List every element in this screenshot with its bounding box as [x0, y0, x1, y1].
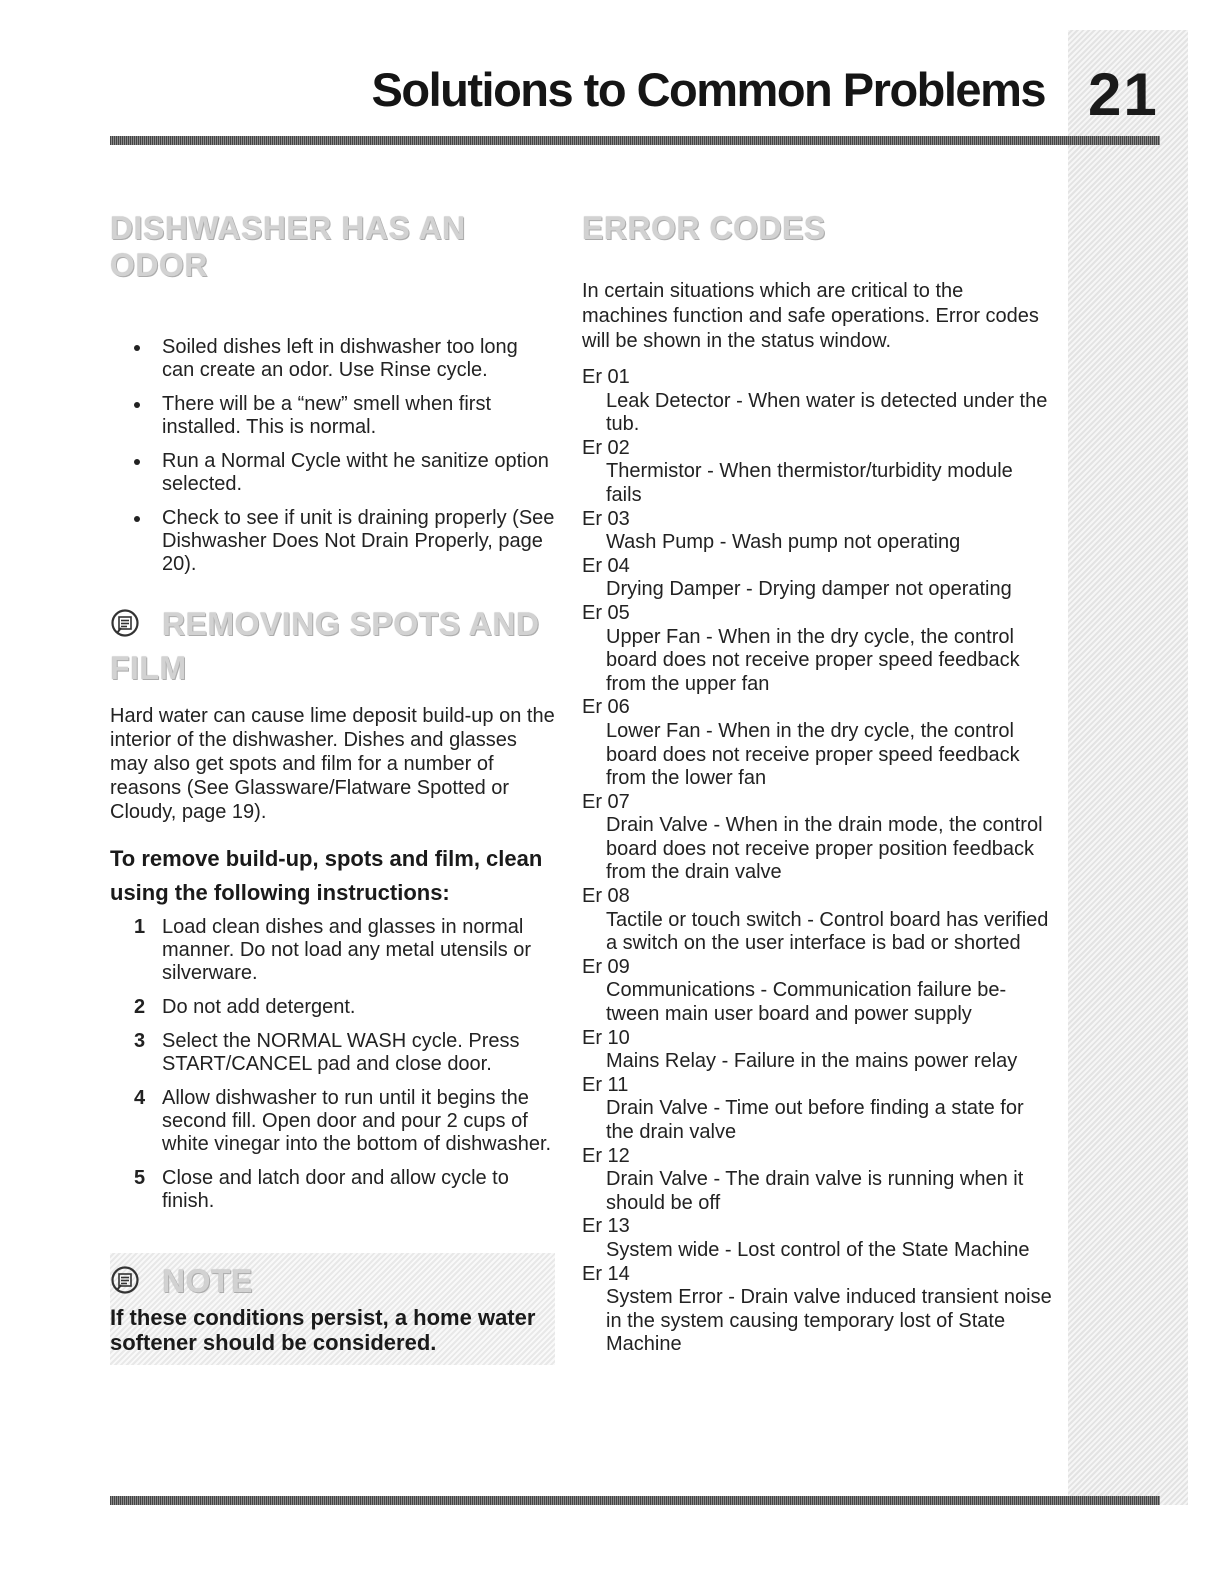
- list-item: There will be a “new” smell when first installed. This is normal.: [110, 393, 555, 439]
- page-number: 21: [1088, 61, 1159, 128]
- list-item: Soiled dishes left in dishwasher too long can create an odor. Use Rinse cycle.: [110, 336, 555, 382]
- error-code: Er 11: [582, 1073, 629, 1096]
- error-code: Er 08: [582, 885, 630, 908]
- error-codes-intro: In certain situations which are critical to the machines function and safe operations. Error codes will be shown in the status window.: [582, 280, 1039, 352]
- list-item: 3 Select the NORMAL WASH cycle. Press START/CANCEL pad and close door.: [134, 1030, 520, 1075]
- error-description: Drain Valve - The drain valve is running when it should be off: [606, 1168, 1024, 1214]
- list-item: 4 Allow dishwasher to run until it begins the second fill. Open door and pour 2 cups of white vinegar into the bottom of dishwasher.: [134, 1087, 552, 1155]
- error-description: Mains Relay - Failure in the mains power relay: [606, 1050, 1018, 1073]
- header-rule: [110, 136, 1160, 145]
- error-description: Drying Damper - Drying damper not operating: [606, 578, 1012, 601]
- list-item: 2 Do not add detergent.: [134, 996, 356, 1018]
- bullet-icon: [134, 516, 140, 522]
- error-code-list: [582, 366, 1052, 1357]
- error-description: Thermistor - When thermistor/turbidity module fails: [606, 460, 1013, 506]
- spots-intro: Hard water can cause lime deposit build-up on the interior of the dishwasher. Dishes and glasses may also get spots and film for a number of reasons (See Glassware/Flatware Spotted or Cloudy, page 19).: [110, 705, 555, 823]
- spots-subheading: To remove build-up, spots and film, clean using the following instructions:: [110, 846, 543, 905]
- error-description: Communications - Communication failure be-tween main user board and power supply: [606, 979, 1007, 1026]
- error-code: Er 05: [582, 601, 630, 624]
- error-code: Er 13: [582, 1215, 630, 1238]
- right-column: [582, 210, 1052, 1357]
- error-description: Wash Pump - Wash pump not operating: [606, 531, 961, 554]
- error-code: Er 01: [582, 366, 630, 388]
- error-code: Er 10: [582, 1026, 630, 1049]
- note-heading: NOTE: [110, 1261, 555, 1301]
- spots-steps: [110, 916, 555, 1213]
- left-column: [110, 210, 555, 1365]
- error-description: Tactile or touch switch - Control board has verified a switch on the user interface is bad or shorted: [606, 908, 1049, 955]
- note-icon: [110, 608, 140, 638]
- bullet-icon: [134, 345, 140, 351]
- footer-rule: [110, 1496, 1160, 1505]
- error-description: Drain Valve - Time out before finding a state for the drain valve: [606, 1097, 1024, 1143]
- note-text: If these conditions persist, a home water softener should be considered.: [110, 1305, 536, 1355]
- note-icon: [110, 1265, 140, 1295]
- error-code: Er 02: [582, 436, 630, 459]
- error-code: Er 04: [582, 554, 630, 577]
- odor-list: [110, 336, 555, 576]
- error-description: Drain Valve - When in the drain mode, the control board does not receive proper position feedback from the drain valve: [606, 814, 1043, 884]
- side-tab-decoration: [1068, 30, 1188, 1505]
- spots-heading: REMOVING SPOTS AND FILM: [110, 606, 540, 686]
- error-description: Leak Detector - When water is detected under the tub.: [606, 389, 1048, 436]
- page-title: Solutions to Common Problems: [371, 63, 1045, 116]
- bullet-icon: [134, 459, 140, 465]
- error-code: Er 06: [582, 696, 630, 719]
- error-code: Er 03: [582, 507, 630, 530]
- list-item: Run a Normal Cycle witht he sanitize option selected.: [110, 450, 555, 496]
- error-codes-heading: ERROR CODES: [582, 210, 826, 246]
- list-item: 5 Close and latch door and allow cycle to finish.: [134, 1167, 509, 1212]
- error-description: System wide - Lost control of the State Machine: [606, 1238, 1030, 1261]
- bullet-icon: [134, 402, 140, 408]
- list-item: 1 Load clean dishes and glasses in normal manner. Do not load any metal utensils or silverware.: [134, 916, 532, 984]
- error-code: Er 12: [582, 1144, 630, 1167]
- note-box: [110, 1253, 555, 1365]
- error-code: Er 14: [582, 1262, 630, 1285]
- error-description: Lower Fan - When in the dry cycle, the control board does not receive proper speed feedback from the lower fan: [606, 719, 1020, 790]
- error-description: System Error - Drain valve induced transient noise in the system causing temporary lost of State Machine: [606, 1286, 1052, 1356]
- odor-heading: DISHWASHER HAS AN ODOR: [110, 210, 466, 283]
- error-code: Er 07: [582, 790, 630, 813]
- list-item: Check to see if unit is draining properly (See Dishwasher Does Not Drain Properly, page 20).: [110, 507, 555, 576]
- error-description: Upper Fan - When in the dry cycle, the control board does not receive proper speed feedback from the upper fan: [606, 625, 1020, 695]
- error-code: Er 09: [582, 955, 630, 978]
